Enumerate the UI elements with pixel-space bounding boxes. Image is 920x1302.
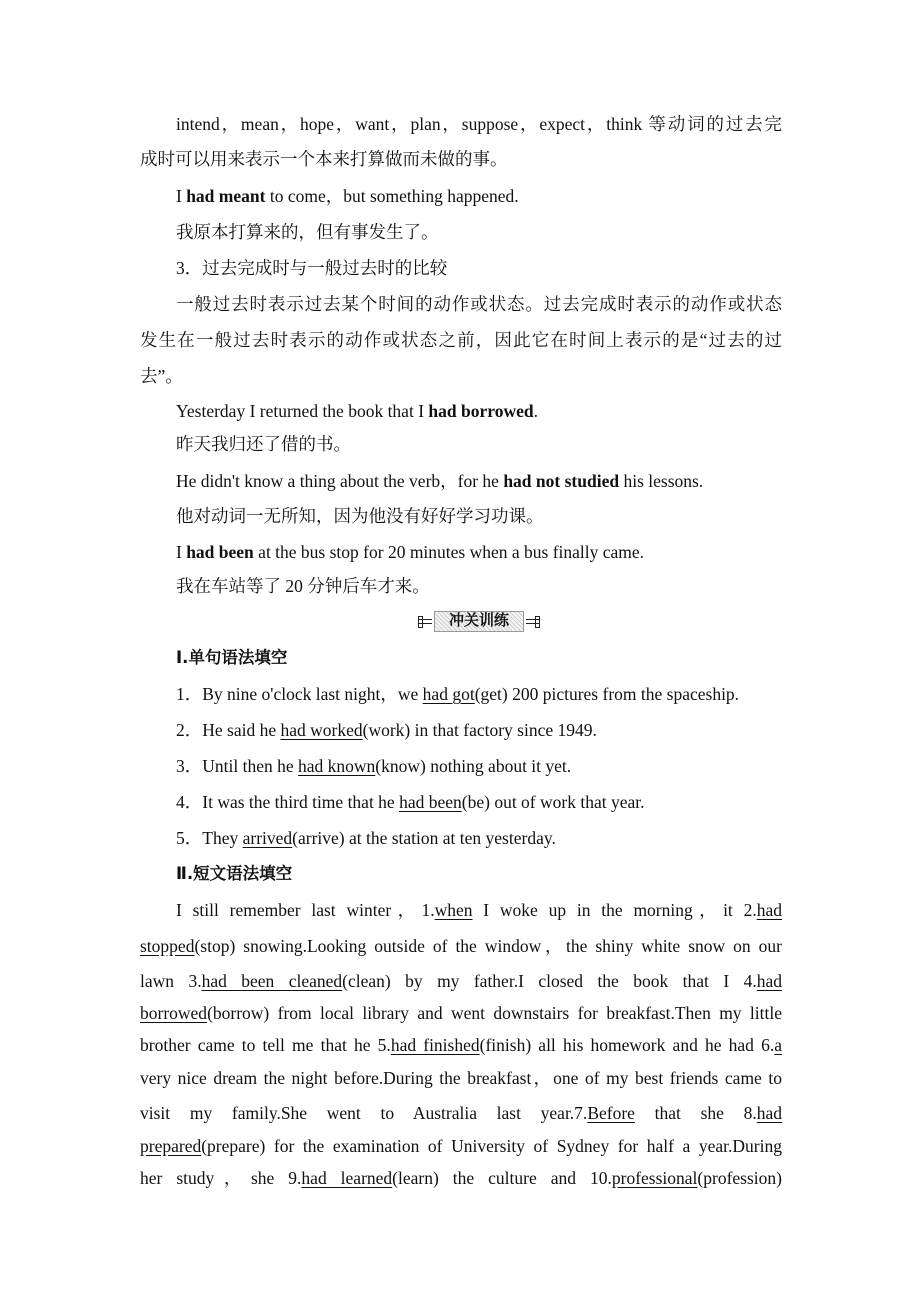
example-1-en: Yesterday I returned the book that I had borrowed.: [176, 401, 538, 421]
exercise-1-item-3: 3．Until then he had known(know) nothing about it yet.: [176, 756, 572, 776]
passage-line-6: very nice dream the night before.During the breakfast，one of my best friends came to: [140, 1068, 782, 1088]
passage-line-4: borrowed(borrow) from local library and went downstairs for breakfast.Then my little: [140, 1003, 782, 1023]
exercise-2-heading: Ⅱ.短文语法填空: [176, 864, 293, 883]
answer-blank: had known: [298, 756, 376, 776]
answer-blank: arrived: [242, 828, 293, 848]
example-3-en: I had been at the bus stop for 20 minutes when a bus finally came.: [176, 542, 645, 562]
exercise-1-heading: Ⅰ.单句语法填空: [176, 648, 288, 667]
passage-line-3: lawn 3.had been cleaned(clean) by my father.I closed the book that I 4.had: [140, 971, 782, 991]
passage-line-2: stopped(stop) snowing.Looking outside of the window，the shiny white snow on our: [140, 936, 782, 956]
intro-line-2: 成时可以用来表示一个本来打算做而未做的事。: [140, 149, 508, 169]
example-1-cn: 昨天我归还了借的书。: [176, 434, 351, 454]
banner-label: 冲关训练: [448, 611, 509, 629]
example-2-cn: 他对动词一无所知，因为他没有好好学习功课。: [176, 506, 544, 526]
passage-line-9: her study，she 9.had learned(learn) the culture and 10.professional(profession): [140, 1168, 782, 1188]
exercise-1-item-1: 1．By nine o'clock last night，we had got(get) 200 pictures from the spaceship.: [176, 684, 740, 704]
exercise-1-item-2: 2．He said he had worked(work) in that factory since 1949.: [176, 720, 597, 740]
intro-example-cn: 我原本打算来的，但有事发生了。: [176, 222, 439, 242]
section-3-para-line-1: 一般过去时表示过去某个时间的动作或状态。过去完成时表示的动作或状态: [176, 294, 782, 314]
example-3-cn: 我在车站等了 20 分钟后车才来。: [176, 576, 430, 596]
answer-blank: had been: [399, 792, 462, 812]
section-3-para-line-2: 发生在一般过去时表示的动作或状态之前，因此它在时间上表示的是“过去的过: [140, 330, 782, 350]
passage-line-7: visit my family.She went to Australia last year.7.Before that she 8.had: [140, 1103, 782, 1123]
answer-blank: had worked: [280, 720, 363, 740]
exercise-1-item-5: 5．They arrived(arrive) at the station at ten yesterday.: [176, 828, 556, 848]
practice-banner: [418, 610, 540, 632]
banner-cap-right: [535, 616, 540, 628]
example-2-en: He didn't know a thing about the verb，for he had not studied his lessons.: [176, 471, 704, 491]
passage-line-1: I still remember last winter，1.when I woke up in the morning，it 2.had: [176, 900, 782, 920]
exercise-1-item-4: 4．It was the third time that he had been(be) out of work that year.: [176, 792, 645, 812]
section-3-heading: 3．过去完成时与一般过去时的比较: [176, 258, 448, 278]
intro-example-en: I had meant to come，but something happened.: [176, 186, 519, 206]
answer-blank: had got: [422, 684, 475, 704]
intro-line-1: intend，mean，hope，want，plan，suppose，expect，think 等动词的过去完: [176, 114, 783, 134]
banner-cap-left: [418, 616, 423, 628]
passage-line-8: prepared(prepare) for the examination of University of Sydney for half a year.During: [140, 1136, 782, 1156]
section-3-para-line-3: 去”。: [140, 366, 183, 386]
passage-line-5: brother came to tell me that he 5.had finished(finish) all his homework and he had 6.a: [140, 1035, 782, 1055]
